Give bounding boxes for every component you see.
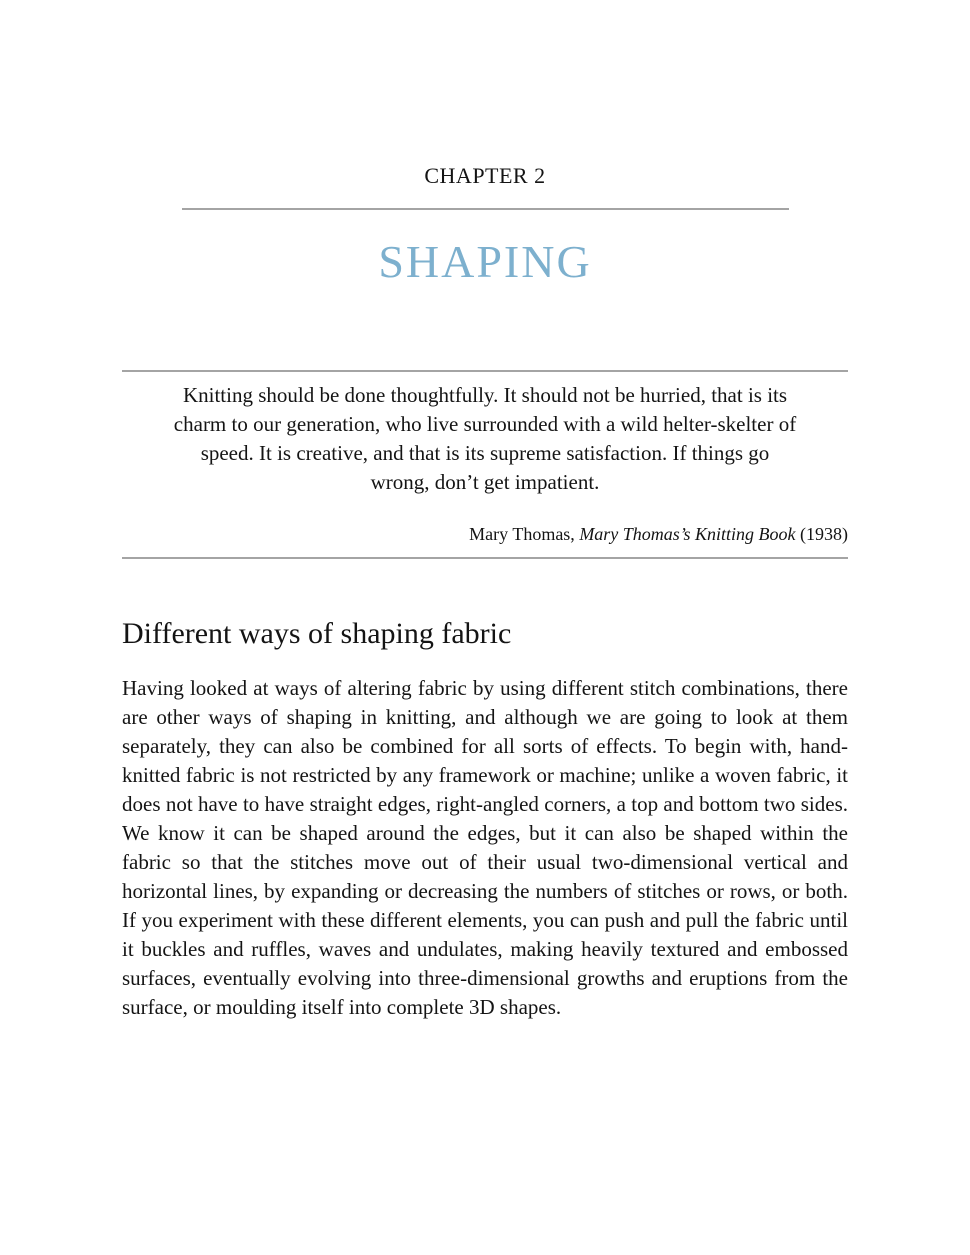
quote-line: wrong, don’t get impatient.	[370, 470, 600, 494]
epigraph-block	[122, 370, 848, 559]
quote-line: charm to our generation, who live surrounded with a wild helter-skelter of	[173, 412, 797, 436]
chapter-label: CHAPTER 2	[424, 163, 546, 188]
chapter-title: SHAPING	[378, 236, 592, 287]
chapter-rule-divider	[182, 208, 789, 210]
attribution-year: (1938)	[795, 524, 848, 544]
attribution-author: Mary Thomas,	[469, 524, 580, 544]
epigraph-bottom-divider	[122, 557, 848, 559]
book-page	[122, 0, 848, 1022]
section-heading: Different ways of shaping fabric	[122, 617, 512, 650]
quote-line: Knitting should be done thoughtfully. It should not be hurried, that is its	[182, 383, 788, 407]
quote-line: speed. It is creative, and that is its supreme satisfaction. If things go	[200, 441, 770, 465]
attribution-work-title: Mary Thomas’s Knitting Book	[579, 524, 796, 544]
epigraph-top-divider	[122, 370, 848, 372]
section-paragraph: Having looked at ways of altering fabric by using different stitch combinations, there are other ways of shaping in knitting, and although we are going to look at them separately, they can also be combined for all sorts of effects. To begin with, hand-knitted fabric is not restricted by any framework or machine; unlike a woven fabric, it does not have to have straight edges, right-angled corners, a top and bottom two sides. We know it can be shaped around the edges, but it can also be shaped within the fabric so that the stitches move out of their usual two-dimensional vertical and horizontal lines, by expanding or decreasing the numbers of stitches or rows, or both. If you experiment with these different elements, you can push and pull the fabric until it buckles and ruffles, waves and undulates, making heavily textured and embossed surfaces, eventually evolving into three-dimensional growths and eruptions from the surface, or moulding itself into complete 3D shapes.	[122, 676, 848, 1019]
epigraph-quote	[122, 381, 848, 497]
epigraph-attribution	[122, 523, 848, 545]
